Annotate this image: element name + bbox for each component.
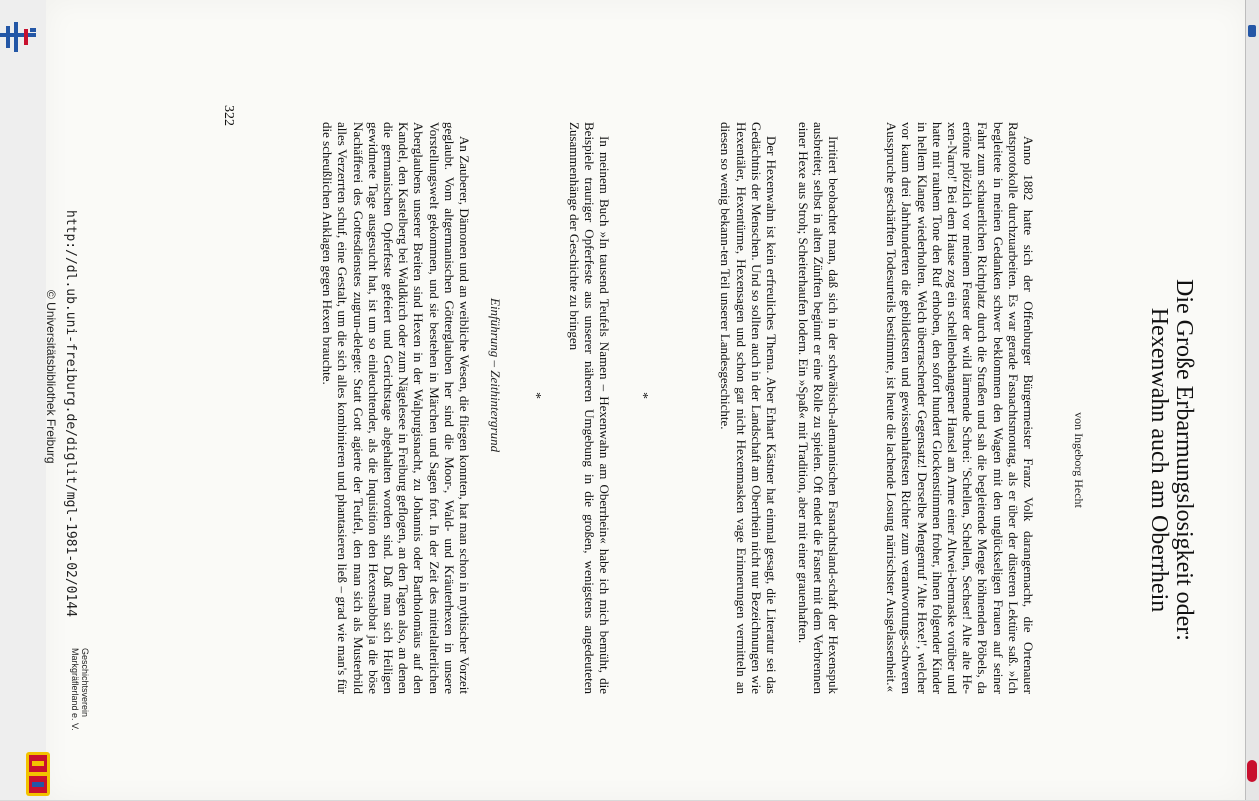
paragraph-5 [320, 122, 472, 694]
paragraph-2 [795, 122, 841, 694]
paragraph-text: In meinem Buch »In tausend Teufels Namen – Hexenwahn am Oberrhein« habe ich mich bemüht, die Beispiele trauriger Opferfeste aus unserer näheren Umgebung in die großen, wenigstens angedeuteten Zusammenhänge der Geschichte zu bringen [566, 122, 612, 694]
society-name [70, 648, 90, 731]
viewer-right-panel [1245, 0, 1259, 800]
paragraph-text: Anno 1882 hatte sich der Offenburger Bürgermeister Franz Volk darangemacht, die Ortenauer Ratsprotokolle durchzuarbeiten. Es war gerade Fasnachtsmontag, als er über der düsteren Lektüre saß. »Ich begleitete in meinen Gedanken schwer beklommen den Wagen mit den unglückseligen Frauen auf seiner Fahrt zum schauerlichen Richtplatz durch die Straßen und sah die begleitende Menge höhnenden Pöbels, da ertönte plötzlich vor meinem Fenster der wild lärmende Schrei: 'Schellen, Schellen, Sechser! Alte alte He-xen-Narro!' Bei dem Hause zog ein schellenbehangener Hansel am Arme einer Altwei-bermaske vorüber und hatte mit rauhem Tone den Ruf erhoben, den sofort hundert Glockenstimmen froher, ihnen folgender Kinder in hellem Klange wiederholten. Welch überraschender Gegensatz! Derselbe Mengenruf 'Alte Hexe!', welcher vor kaum drei Jahrhunderten die gebildetsten und gewissenhaftesten Richter zum verantwortungs-schweren Ausspruche geschärften Todesurteils bestimmte, ist heute die lachende Losung närrischster Ausgelassenheit.« [884, 122, 1036, 694]
page-title-line2: Hexenwahn auch am Oberrhein [1146, 307, 1172, 613]
society-line-1: Geschichtsverein [80, 648, 90, 718]
author-block [1071, 200, 1086, 720]
separator-star: * [528, 392, 543, 399]
viewer-left-panel [0, 0, 47, 800]
paragraph-1 [884, 122, 1036, 694]
section-heading: Einführung – Zeithintergrund [488, 298, 503, 453]
copyright-notice: © Universitätsbibliothek Freiburg [44, 290, 58, 464]
paragraph-text: Irritiert beobachtet man, daß sich in der schwäbisch-alemannischen Fasnachtsland-schaft der Hexenspuk ausbreitet; selbst in alten Zünften beginnt er eine Rolle zu spielen. Oft endet die Fasnet mit dem Verbrennen einer Hexe aus Stroh; Scheiterhaufen lodern. Ein »Spaß« mit Tradition, aber mit einer grauenhaften. [795, 122, 841, 694]
society-line-2: Markgräflerland e. V. [70, 648, 80, 731]
paragraph-3 [718, 122, 779, 694]
scrollbar-thumb-icon[interactable] [1248, 25, 1256, 37]
viewer-logo-icon [0, 20, 36, 54]
coat-of-arms-icon [26, 752, 50, 796]
paragraph-4 [566, 122, 612, 694]
scanned-page [46, 0, 1246, 800]
page-title-line1: Die Große Erbarmungslosigkeit oder: [1171, 279, 1197, 641]
scrollbar-end-icon[interactable] [1247, 760, 1257, 782]
title-block [1146, 200, 1196, 720]
paragraph-text: Der Hexenwahn ist kein erfreuliches Thema. Aber Erhart Kästner hat einmal gesagt, die Literatur sei das Gedächtnis der Menschen. Und so sollten auch in der Landschaft am Oberrhein nicht nur Bezeichnungen wie Hexentäler, Hexentürme, Hexensagen und schon gar nicht Hexenmasken vage Erinnerungen vermitteln an diesen so wenig bekann-ten Teil unserer Landesgeschichte. [718, 122, 779, 694]
page-number: 322 [221, 105, 236, 126]
permalink-url[interactable]: http://dl.ub.uni-freiburg.de/diglit/mgl-1981-02/0144 [63, 210, 78, 617]
author-byline: von Ingeborg Hecht [1072, 412, 1086, 508]
paragraph-text: An Zauberer, Dämonen und an weibliche Wesen, die fliegen konnten, hat man schon in mythischer Vorzeit geglaubt. Vom altgermanischen Götterglauben her sind die Moor-, Wald- und Kräuterhexen in unsere Vorstellungswelt gekommen, und sie bestehen in Märchen und Sagen fort. In der Zeit des mittelalterlichen Aberglaubens unserer Breiten sind Hexen in der Walpurgisnacht, zu Johannis oder Bartholomäus auf den Kandel, den Kastelberg bei Waldkirch oder zum Nägelesee in Freiburg geflogen, an den Tagen also, an denen die germanischen Opferfeste gefeiert und Gerichtstage abgehalten worden sind. Daß man sich Heiligen gewidmete Tage ausgesucht hat, ist um so einleuchtender, als die Inquisition den Hexensabbat ja die böse Nachäfferei des Gottesdienstes zugrun-delegte: Statt Gott agierte der Teufel, den man sich als Musterbild alles Verzerrten schuf, eine Gestalt, um die sich alles kombinieren und phantasieren ließ – grad wie man's für die scheußlichen Anklagen gegen Hexen brauchte. [320, 122, 472, 694]
separator-star: * [635, 392, 650, 399]
